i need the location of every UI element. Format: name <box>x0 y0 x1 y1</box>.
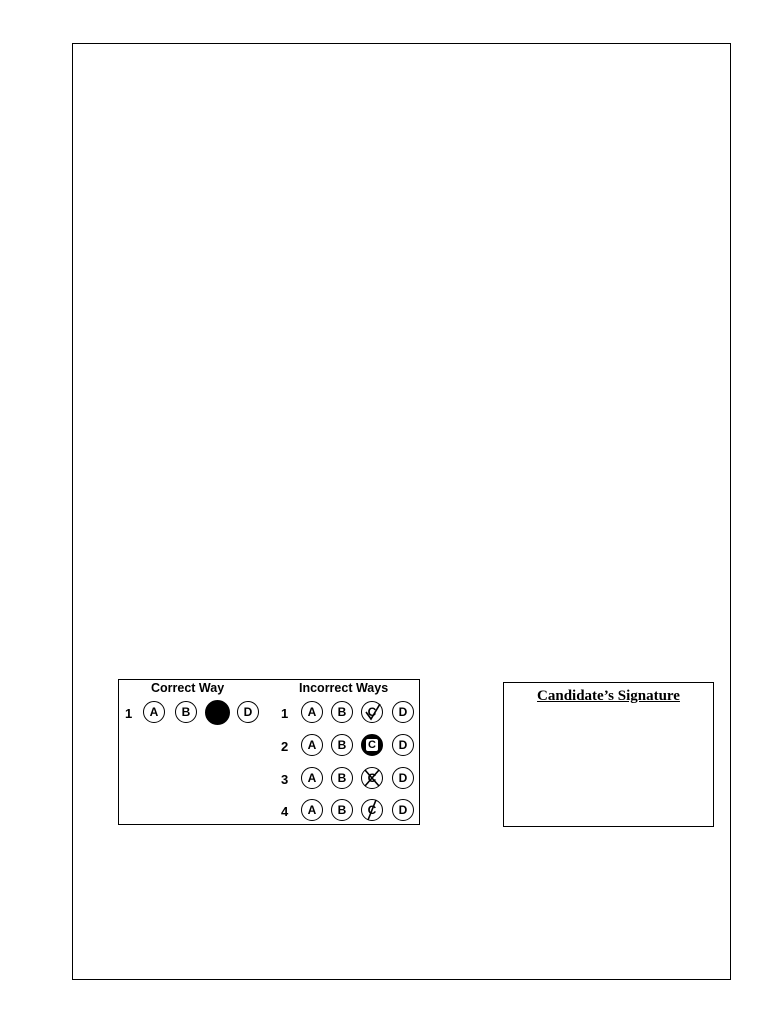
incorrect-example-row-3 <box>281 767 421 793</box>
incorrect-example-row-2 <box>281 734 421 760</box>
signature-title: Candidate’s Signature <box>537 688 680 704</box>
incorrect-ways-heading: Incorrect Ways <box>299 681 389 695</box>
incorrect-example-row-4 <box>281 799 421 825</box>
bubble-option-d: D <box>237 701 259 723</box>
incorrect-example-row-1 <box>281 701 421 727</box>
correct-example-row <box>125 701 265 727</box>
bubble-option-a: A <box>143 701 165 723</box>
bubble-letter: C <box>366 739 378 751</box>
bubble-option-b: B <box>331 799 353 821</box>
bubble-option-b: B <box>331 701 353 723</box>
row-number: 4 <box>281 804 289 819</box>
omr-instruction-box <box>118 679 420 825</box>
bubble-slashed <box>361 799 383 821</box>
candidate-signature-box[interactable] <box>503 682 714 827</box>
bubble-option-b: B <box>331 767 353 789</box>
bubble-option-d: D <box>392 799 414 821</box>
page-border <box>72 43 731 980</box>
bubble-option-a: A <box>301 799 323 821</box>
bubble-option-b: B <box>175 701 197 723</box>
bubble-letter: C <box>367 803 377 817</box>
bubble-filled <box>205 700 230 725</box>
row-number: 1 <box>125 706 133 721</box>
bubble-option-d: D <box>392 734 414 756</box>
row-number: 1 <box>281 706 289 721</box>
bubble-partially-filled <box>361 734 383 756</box>
bubble-option-d: D <box>392 701 414 723</box>
bubble-letter: C <box>367 705 377 719</box>
correct-way-heading: Correct Way <box>151 681 225 695</box>
bubble-option-a: A <box>301 767 323 789</box>
bubble-option-d: D <box>392 767 414 789</box>
bubble-option-a: A <box>301 701 323 723</box>
bubble-option-b: B <box>331 734 353 756</box>
row-number: 3 <box>281 772 289 787</box>
bubble-crossed <box>361 767 383 789</box>
bubble-ticked <box>361 701 383 723</box>
row-number: 2 <box>281 739 289 754</box>
bubble-letter: C <box>367 771 377 785</box>
bubble-option-a: A <box>301 734 323 756</box>
